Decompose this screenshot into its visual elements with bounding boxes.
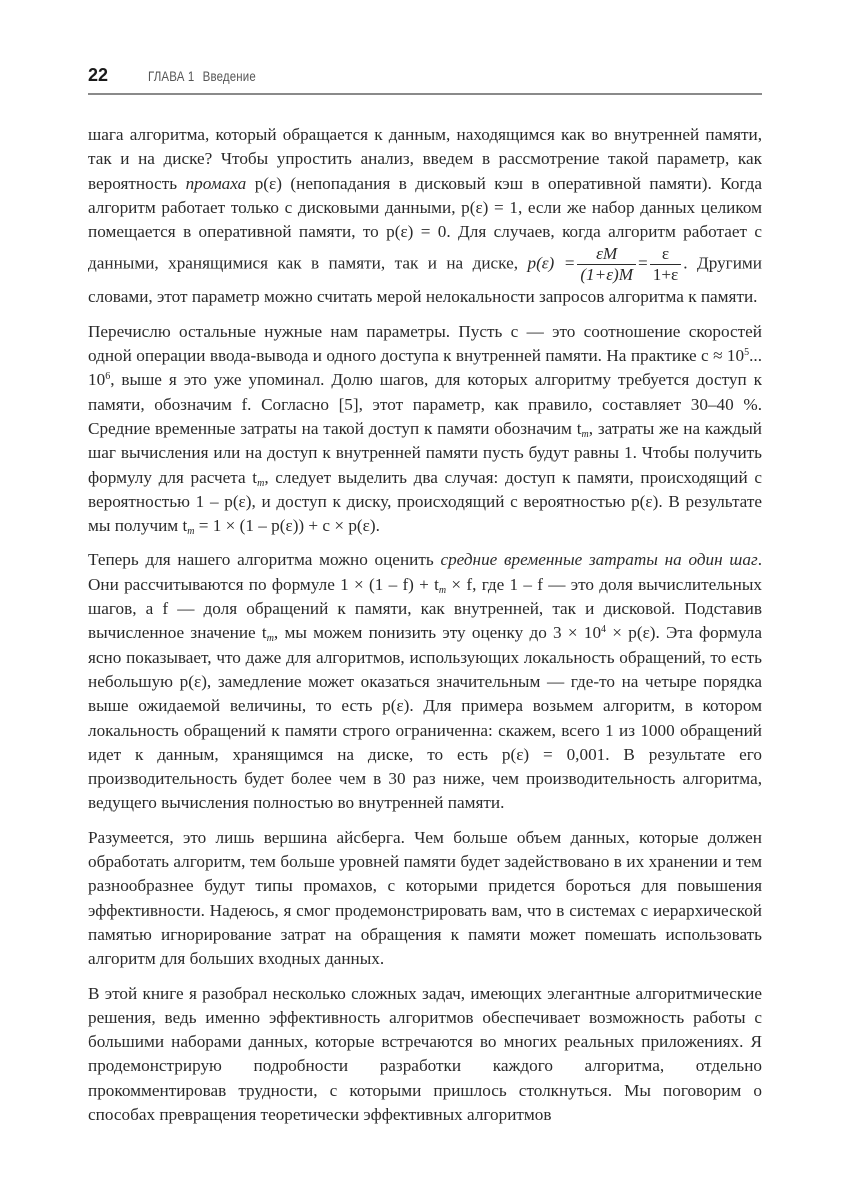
paragraph-5: В этой книге я разобрал несколько сложных задач, имеющих элегантные алгоритмические решения, ведь именно эффективность алгоритмов обеспечивает возможность работы с большими наборами данных, которые встречаются во многих реальных приложениях. Я продемонстрирую подробности разработки каждого алгоритма, отдельно прокомментировав трудности, с которыми пришлось столкнуться. Мы поговорим о способах превращения теоретически эффективных алгоритмов [88,983,762,1124]
chapter-heading [148,68,256,84]
running-header [88,63,762,93]
paragraph-3: Теперь для нашего алгоритма можно оценить средние временные затраты на один шаг. Они рассчитываются по формуле $1 \times (1 - f) + t_m \times f$, где 1 – f — это доля вычислительных шагов, а f — доля обращений к памяти, как внутренней, так и дисковой. Подставив вычисленное значение $t_m$, мы можем понизить эту оценку до $3 \times 10^4 \times p(\varepsilon)$. Эта формула ясно показывает, что даже для алгоритмов, использующих локальность обращений, то есть небольшую p(ε), замедление может оказаться значительным — где-то на четыре порядка выше ожидаемой величины, то есть p(ε). Для примера возьмем алгоритм, в котором локальность обращений к памяти строго ограниченна: скажем, всего 1 из 1000 обращений идет к данным, хранящимся на диске, то есть p(ε) = 0,001. В результате его производительность будет более чем в 30 раз ниже, чем производительность алгоритма, ведущего вычисления полностью во внутренней памяти. [88,550,762,813]
paragraph-2: Перечислю остальные нужные нам параметры. Пусть c — это соотношение скоростей одной операции ввода-вывода и одного доступа к внутренней памяти. На практике $c \approx 10^5$... $10^6$, выше я это уже упоминал. Долю шагов, для которых алгоритму требуется доступ к памяти, обозначим f. Согласно [5], этот параметр, как правило, составляет 30–40 %. Средние временные затраты на такой доступ к памяти обозначим $t_m$, затраты же на каждый шаг вычисления или на доступ к внутренней памяти пусть будут равны 1. Чтобы получить формулу для расчета $t_m$, следует выделить два случая: доступ к памяти, происходящий с вероятностью 1 – p(ε), и доступ к диску, происходящий с вероятностью p(ε). В результате мы получим $t_m = 1 \times (1 - p(\varepsilon)) + c \times p(\varepsilon)$. [88,321,762,538]
header-rule [88,93,762,95]
chapter-title: Введение [202,68,256,84]
chapter-label: ГЛАВА 1 [148,68,195,84]
paragraph-4: Разумеется, это лишь вершина айсберга. Чем больше объем данных, которые должен обработать алгоритм, тем больше уровней памяти будет задействовано в их хранении и тем разнообразнее будут типы промахов, с которыми придется бороться для повышения эффективности. Надеюсь, я смог продемонстрировать вам, что в системах с иерархической памятью игнорирование затрат на обращения к памяти может помешать использовать алгоритм для больших входных данных. [88,827,762,969]
body-text [88,123,762,1137]
emphasis-term: промаха [185,173,247,193]
paragraph-1: шага алгоритма, который обращается к данным, находящимся как во внутренней памяти, так и на диске? Чтобы упростить анализ, введем в рассмотрение такой параметр, как вероятность промаха p(ε) (непопадания в дисковый кэш в оперативной памяти). Когда алгоритм работает только с дисковыми данными, p(ε) = 1, если же набор данных целиком помещается в оперативной памяти, то p(ε) = 0. Для случаев, когда алгоритм работает с данными, хранящимися как в памяти, так и на диске, p(ε) = $\frac{\varepsilon M}{(1+\varepsilon)M}$ = $\frac{\varepsilon}{1+\varepsilon}$ . Другими словами, этот параметр можно считать мерой нелокальности запросов алгоритма к памяти. [88,125,762,307]
fraction-2: $\frac{\varepsilon}{1+\varepsilon}$ [650,244,682,285]
fraction-1: $\frac{\varepsilon M}{(1+\varepsilon)M}$ [577,244,636,285]
page-number: 22 [88,65,109,85]
formula-lhs: p(ε) = [527,253,576,273]
emphasis-term: средние временные затраты на один шаг [440,550,758,570]
